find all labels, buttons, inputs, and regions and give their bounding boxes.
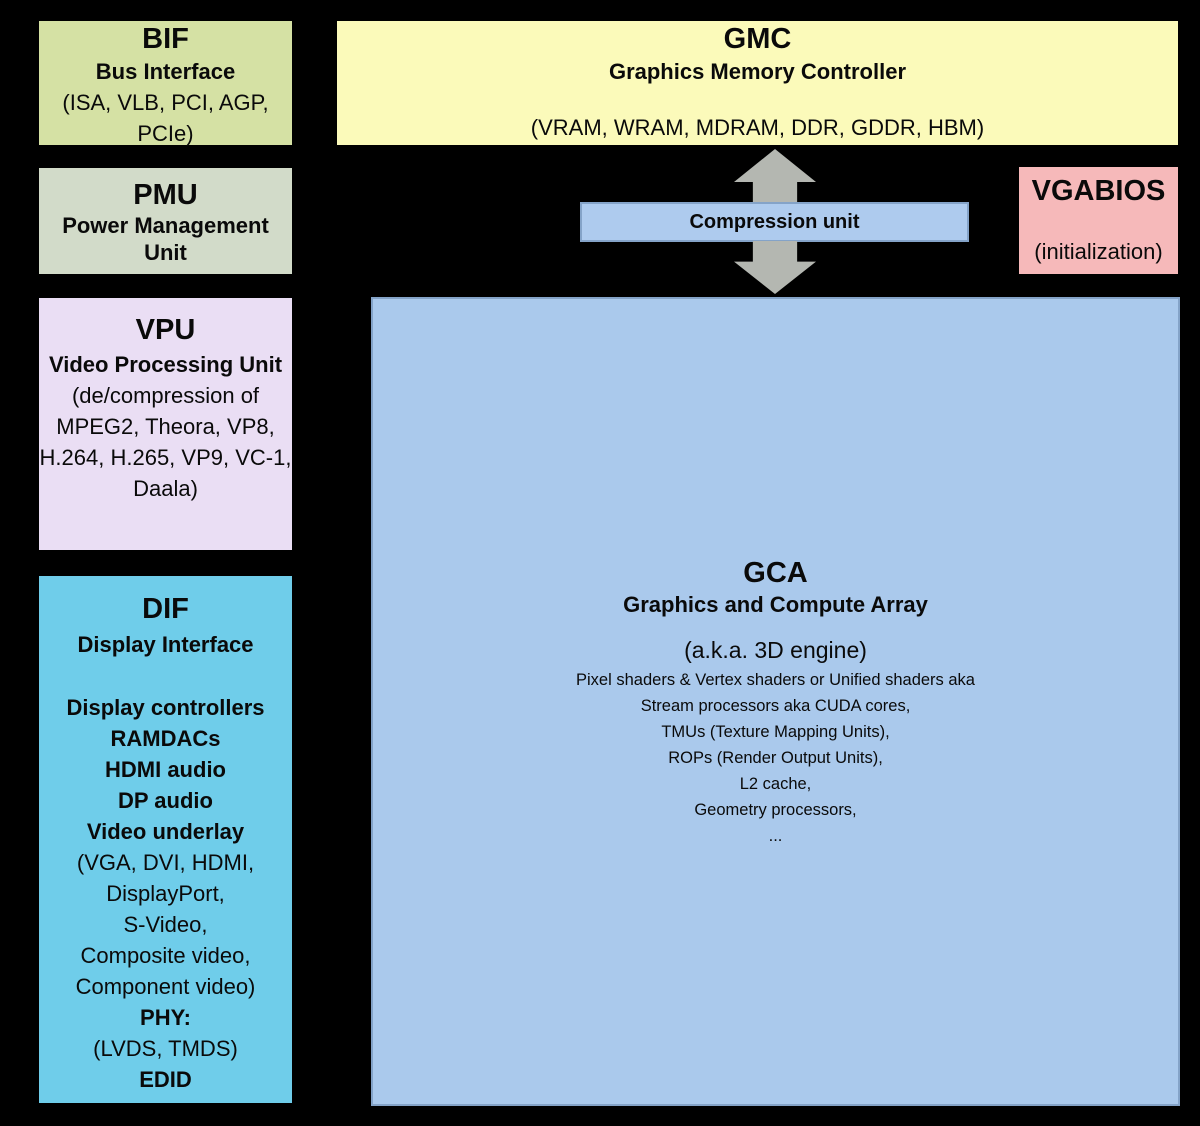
gca-detail-line: TMUs (Texture Mapping Units), [661,722,890,741]
dif-edid-label: EDID [139,1067,192,1092]
dif-feature-line: Video underlay [86,819,245,844]
vgabios-box [1017,165,1180,276]
dif-output-line: DisplayPort, [106,881,225,906]
gmc-title: GMC [723,23,792,55]
vpu-box [37,296,294,552]
vpu-codec-line: Daala) [133,476,198,501]
dif-output-line: Composite video, [80,943,251,968]
arrow-up-icon [734,149,816,203]
vgabios-title: VGABIOS [1031,175,1166,207]
gca-detail-line: L2 cache, [739,774,812,793]
vpu-codec-line: MPEG2, Theora, VP8, [56,414,275,439]
gca-detail-line: Stream processors aka CUDA cores, [640,696,911,715]
gca-detail-line: Pixel shaders & Vertex shaders or Unified shaders aka [576,670,975,689]
vpu-title: VPU [135,314,196,346]
vgabios-note: (initialization) [1034,239,1163,264]
bif-subtitle: Bus Interface [95,59,236,84]
dif-output-line: (VGA, DVI, HDMI, [76,850,255,875]
dif-output-line: S-Video, [123,912,208,937]
pmu-subtitle-line2: Unit [144,240,187,265]
dif-feature-line: Display controllers [66,695,265,720]
gca-detail-line: Geometry processors, [694,800,857,819]
dif-output-line: Component video) [75,974,256,999]
bif-bus-list: (ISA, VLB, PCI, AGP, PCIe) [62,90,269,146]
bif-box [37,19,294,147]
dif-feature-line: DP audio [118,788,213,813]
dif-title: DIF [142,593,189,625]
pmu-title: PMU [133,179,198,211]
gca-title: GCA [743,556,808,589]
arrow-down-icon [734,241,816,294]
dif-feature-line: HDMI audio [105,757,226,782]
gmc-subtitle: Graphics Memory Controller [608,59,907,84]
vpu-codec-line: (de/compression of [71,383,260,408]
gca-detail-line: ROPs (Render Output Units), [668,748,883,767]
dif-box [37,574,294,1105]
pmu-box [37,166,294,276]
vpu-codec-line: H.264, H.265, VP9, VC-1, [39,445,292,470]
dif-feature-line: RAMDACs [110,726,221,751]
compression-unit-box [580,202,969,242]
dif-phy-detail: (LVDS, TMDS) [93,1036,238,1061]
vpu-subtitle: Video Processing Unit [48,352,283,377]
compression-unit-label: Compression unit [689,211,860,233]
gmc-memory-list: (VRAM, WRAM, MDRAM, DDR, GDDR, HBM) [530,115,985,140]
bif-title: BIF [142,23,189,55]
dif-subtitle: Display Interface [77,632,254,657]
gmc-box [335,19,1180,147]
gca-subtitle: Graphics and Compute Array [623,591,928,617]
gca-detail-line: ... [768,826,783,845]
gca-aka-line: (a.k.a. 3D engine) [684,636,867,663]
gca-box [371,297,1180,1106]
dif-phy-label: PHY: [140,1005,191,1030]
pmu-subtitle-line1: Power Management [62,213,269,238]
